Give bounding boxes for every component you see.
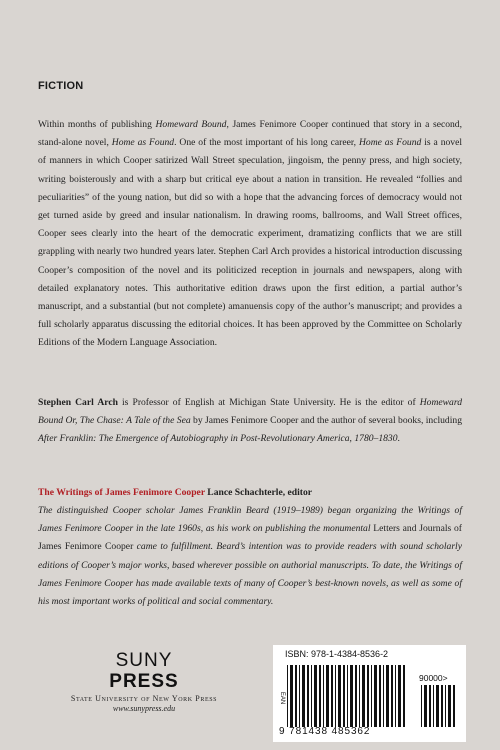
barcode-bar: [307, 665, 309, 727]
publisher-name: State University of New York Press: [70, 694, 218, 703]
barcode-bar: [311, 665, 312, 727]
ean-label: EAN: [279, 691, 286, 705]
barcode-bar: [302, 665, 305, 727]
isbn-text: ISBN: 978-1-4384-8536-2: [285, 649, 389, 659]
barcode-bar: [343, 665, 345, 727]
series-editor: Lance Schachterle, editor: [204, 487, 313, 498]
barcode-bar: [355, 665, 357, 727]
book-title-ref: Homeward Bound: [155, 119, 227, 130]
author-name: Stephen Carl Arch: [38, 397, 118, 408]
series-description: The distinguished Cooper scholar James Franklin Beard (1919–1989) began organizing the Writings of James Fenimore Cooper in the late 1960s, as his work on publishing the monumental Letters and Journals of James Fenimore Cooper came to fulfillment. Beard’s intention was to provide readers with sound scholarly editions of Cooper’s major works, based wherever possible on authorial manuscripts. To date, the Writings of James Fenimore Cooper has made available texts of many of Cooper’s best-known novels, as well as some of his most important works of political and social commentary.: [38, 505, 462, 608]
barcode-bar: [436, 685, 439, 727]
barcode-bar: [347, 665, 348, 727]
barcode-bar: [403, 665, 405, 727]
barcode-bar: [335, 665, 336, 727]
book-title-ref: Homeward Bound Or, The Chase: A Tale of the Sea: [38, 397, 463, 427]
barcode-bar: [379, 665, 381, 727]
series-heading: [38, 484, 462, 502]
barcode-bar: [338, 665, 341, 727]
barcode-bar: [367, 665, 369, 727]
barcode-bar: [424, 685, 427, 727]
barcode-bar: [453, 685, 455, 727]
barcode-bar: [371, 665, 372, 727]
barcode-bar: [395, 665, 396, 727]
barcode-bar: [429, 685, 431, 727]
logo-suny: SUNY: [115, 650, 173, 671]
barcode-bar: [445, 685, 446, 727]
barcode-bar: [331, 665, 333, 727]
barcode-bar: [433, 685, 434, 727]
barcode-bar: [383, 665, 384, 727]
barcode-bar: [287, 665, 288, 727]
publisher-logo: [64, 651, 224, 713]
isbn-barcode: [273, 645, 466, 742]
barcode-bar: [441, 685, 443, 727]
barcode-bar: [448, 685, 451, 727]
barcode-bar: [359, 665, 360, 727]
barcode-bar: [374, 665, 377, 727]
barcode-bar: [290, 665, 293, 727]
barcode-bar: [391, 665, 393, 727]
barcode-digits: 9 781438 485362: [279, 726, 371, 737]
barcode-bar: [295, 665, 297, 727]
publisher-url: www.sunypress.edu: [112, 704, 176, 713]
barcode-bar: [326, 665, 329, 727]
barcode-bar: [398, 665, 401, 727]
barcode-bars: [287, 665, 409, 727]
barcode-bar: [386, 665, 389, 727]
barcode-bar: [350, 665, 353, 727]
barcode-bar: [421, 685, 422, 727]
barcode-bar: [299, 665, 300, 727]
series-title: The Writings of James Fenimore Cooper: [38, 487, 205, 498]
genre-label: FICTION: [38, 80, 84, 92]
book-title-ref: Home as Found: [111, 137, 175, 149]
barcode-bar: [323, 665, 324, 727]
barcode-bar: [319, 665, 321, 727]
book-title-ref: Home as Found: [358, 137, 422, 149]
price-code: 90000>: [419, 673, 448, 683]
price-addon-bars: [421, 685, 459, 727]
book-title-ref: After Franklin: The Emergence of Autobiography in Post-Revolutionary America, 1780–1830: [38, 433, 398, 445]
book-description: Within months of publishing Homeward Bound, James Fenimore Cooper continued that story in a second, stand-alone novel, Home as Found. One of the most important of his long career, Home as Found is a novel of manners in which Cooper satirized Wall Street speculation, jingoism, the penny press, and high society, writing boisterously and with a sharp but critical eye about a nation in transition. He revealed “follies and peculiarities” of the young nation, but did so with a hope that the advancing forces of democracy would not get turned aside by greed and insular nationalism. In drawing rooms, ballrooms, and Wall Street offices, Cooper sees clearly into the heart of the democratic experiment, dramatizing conflicts that we are still grappling with nearly two hundred years later. Stephen Carl Arch provides a historical introduction discussing Cooper’s composition of the novel and its politicized reception in journals and newspapers, along with detailed explanatory notes. This authoritative edition draws upon the first edition, a partial author’s manuscript, and a substantial (but not complete) amanuensis copy of the author’s manuscript; and provides a full scholarly apparatus discussing the editorial choices. It has been approved by the Committee on Scholarly Editions of the Modern Language Association.: [38, 119, 463, 349]
barcode-bar: [314, 665, 317, 727]
logo-press: PRESS: [109, 671, 179, 692]
barcode-bar: [362, 665, 365, 727]
author-bio: Stephen Carl Arch is Professor of English at Michigan State University. He is the editor of Homeward Bound Or, The Chase: A Tale of the Sea by James Fenimore Cooper and the author of several books, including After Franklin: The Emergence of Autobiography in Post-Revolutionary America, 1780–1830.: [38, 397, 463, 445]
